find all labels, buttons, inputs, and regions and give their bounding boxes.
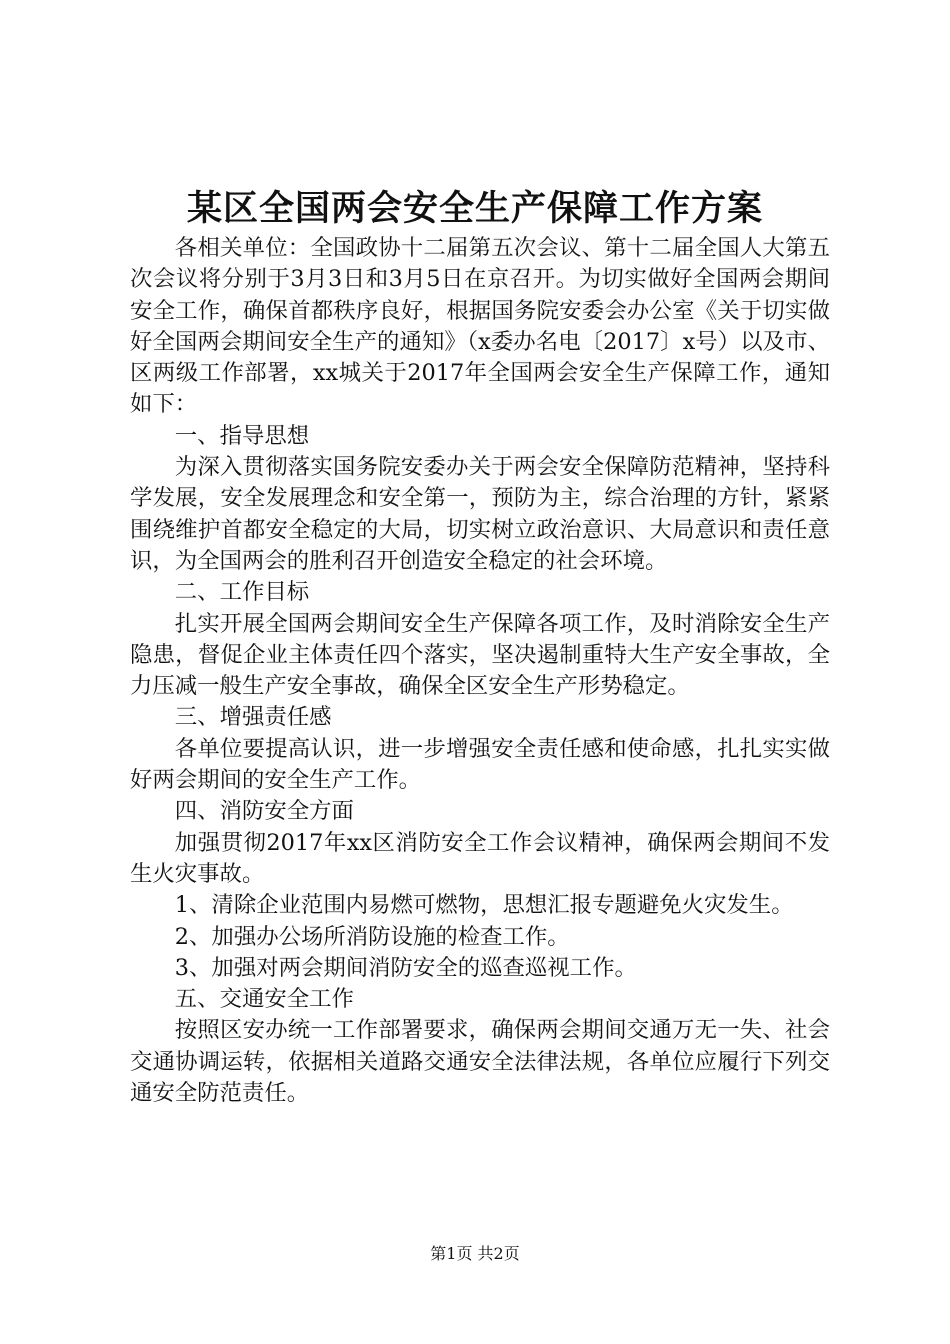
body-paragraph: 各单位要提高认识，进一步增强安全责任感和使命感，扎扎实实做好两会期间的安全生产工作。 — [130, 735, 830, 794]
list-item: 3、加强对两会期间消防安全的巡查巡视工作。 — [174, 954, 637, 981]
document-title: 某区全国两会安全生产保障工作方案 — [186, 188, 763, 229]
body-paragraph: 加强贯彻2017年xx区消防安全工作会议精神，确保两会期间不发生火灾事故。 — [130, 829, 830, 887]
list-item: 1、清除企业范围内易燃可燃物，思想汇报专题避免火灾发生。 — [174, 892, 794, 919]
section-heading: 四、消防安全方面 — [174, 798, 354, 825]
section-heading: 五、交通安全工作 — [174, 986, 354, 1013]
body-paragraph: 按照区安办统一工作部署要求，确保两会期间交通万无一失、社会交通协调运转，依据相关道路交通安全法律法规，各单位应履行下列交通安全防范责任。 — [130, 1017, 830, 1107]
section-heading: 二、工作目标 — [174, 579, 310, 606]
list-item: 2、加强办公场所消防设施的检查工作。 — [174, 923, 570, 950]
section-heading: 三、增强责任感 — [174, 704, 332, 731]
body-paragraph: 扎实开展全国两会期间安全生产保障各项工作，及时消除安全生产隐患，督促企业主体责任四个落实，坚决遏制重特大生产安全事故，全力压减一般生产安全事故，确保全区安全生产形势稳定。 — [130, 610, 830, 700]
section-heading: 一、指导思想 — [174, 422, 310, 449]
document-body — [130, 233, 830, 1109]
page-footer: 第1页 共2页 — [430, 1244, 520, 1263]
body-paragraph: 为深入贯彻落实国务院安委办关于两会安全保障防范精神，坚持科学发展，安全发展理念和安全第一，预防为主，综合治理的方针，紧紧围绕维护首都安全稳定的大局，切实树立政治意识、大局意识和责任意识，为全国两会的胜利召开创造安全稳定的社会环境。 — [130, 454, 830, 574]
intro-paragraph: 各相关单位：全国政协十二届第五次会议、第十二届全国人大第五次会议将分别于3月3日和3月5日在京召开。为切实做好全国两会期间安全工作，确保首都秩序良好，根据国务院安委会办公室《关于切实做好全国两会期间安全生产的通知》（x委办名电〔2017〕x号）以及市、区两级工作部署，xx城关于2017年全国两会安全生产保障工作，通知如下： — [130, 235, 830, 418]
